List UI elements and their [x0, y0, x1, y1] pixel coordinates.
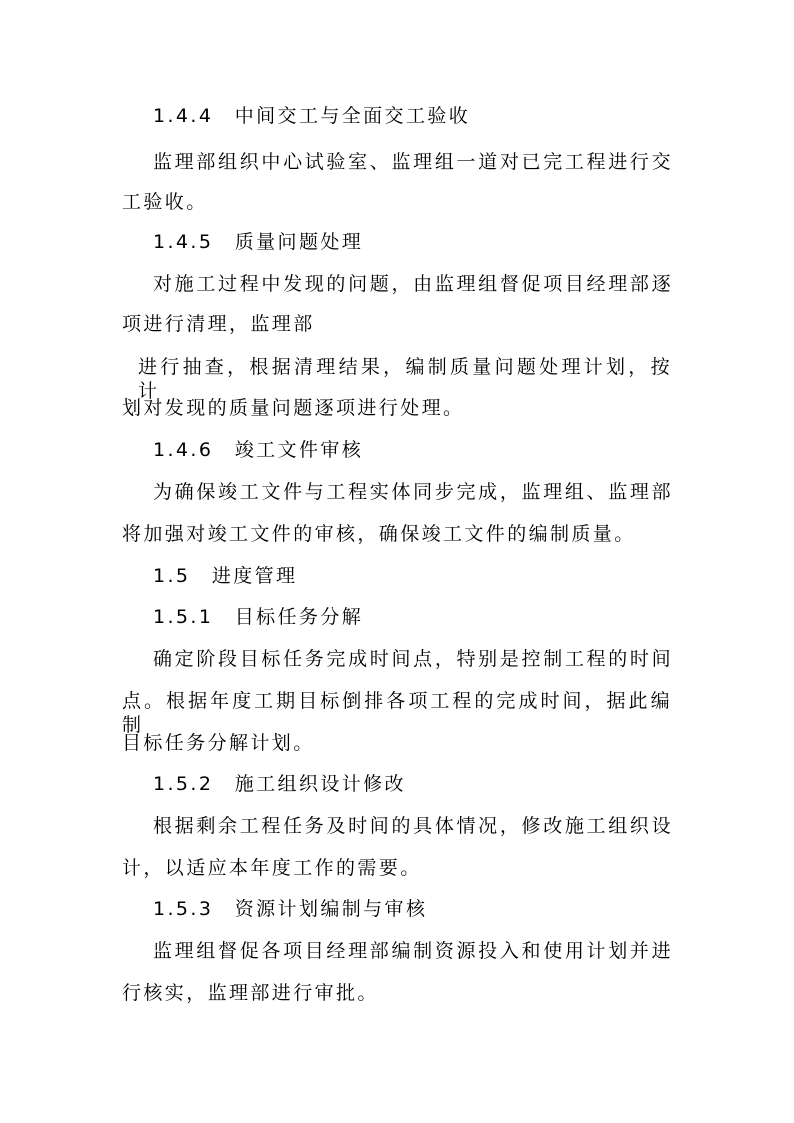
heading-1-5-1: 1.5.1 目标任务分解: [153, 606, 364, 628]
paragraph-line: 根据剩余工程任务及时间的具体情况，修改施工组织设: [153, 815, 673, 837]
paragraph-line: 点。根据年度工期目标倒排各项工程的完成时间，据此编制: [122, 690, 672, 736]
heading-1-5-3: 1.5.3 资源计划编制与审核: [153, 898, 428, 920]
heading-1-5-2: 1.5.2 施工组织设计修改: [153, 773, 406, 795]
paragraph-line: 目标任务分解计划。: [122, 732, 315, 754]
paragraph-line: 划对发现的质量问题逐项进行处理。: [122, 397, 465, 419]
paragraph-line: 为确保竣工文件与工程实体同步完成，监理组、监理部: [153, 481, 673, 503]
paragraph-line: 行核实，监理部进行审批。: [122, 982, 379, 1004]
paragraph-line: 将加强对竣工文件的审核，确保竣工文件的编制质量。: [122, 523, 636, 545]
heading-1-5: 1.5 进度管理: [153, 565, 298, 587]
paragraph-line: 确定阶段目标任务完成时间点，特别是控制工程的时间: [153, 648, 673, 670]
paragraph-line: 工验收。: [122, 191, 208, 213]
paragraph-line: 进行抽查，根据清理结果，编制质量问题处理计划，按计: [138, 356, 672, 402]
heading-1-4-4: 1.4.4 中间交工与全面交工验收: [153, 105, 471, 127]
heading-1-4-5: 1.4.5 质量问题处理: [153, 231, 364, 253]
paragraph-line: 监理部组织中心试验室、监理组一道对已完工程进行交: [153, 151, 673, 173]
heading-1-4-6: 1.4.6 竣工文件审核: [153, 439, 364, 461]
paragraph-line: 计，以适应本年度工作的需要。: [122, 857, 422, 879]
paragraph-line: 项进行清理，监理部: [122, 313, 315, 335]
paragraph-line: 监理组督促各项目经理部编制资源投入和使用计划并进: [153, 940, 673, 962]
paragraph-line: 对施工过程中发现的问题，由监理组督促项目经理部逐: [153, 273, 673, 295]
